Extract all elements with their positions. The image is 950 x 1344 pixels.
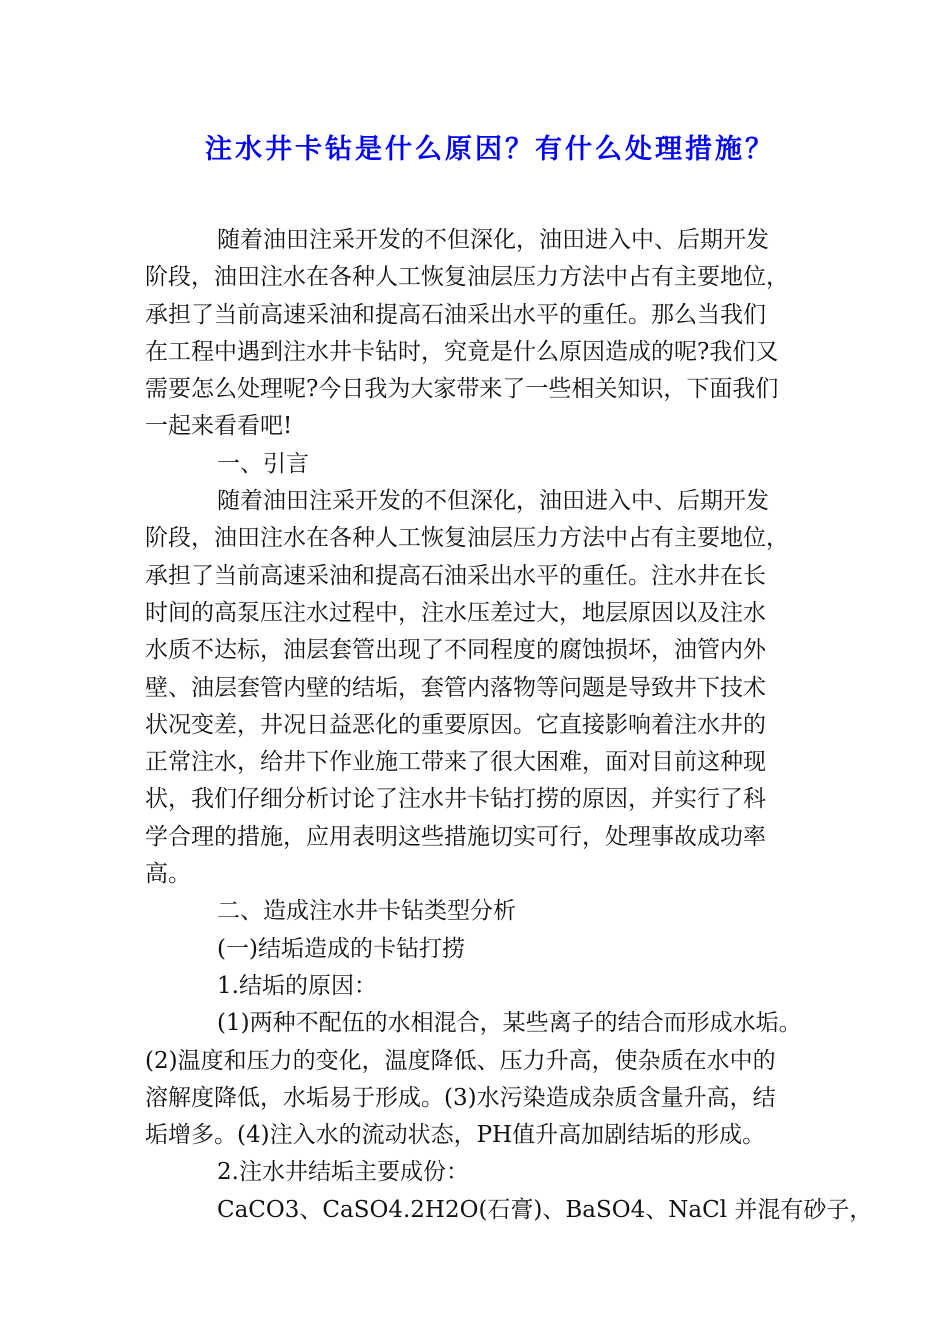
paragraph-line: 承担了当前高速采油和提高石油采出水平的重任。注水井在长: [145, 562, 766, 589]
paragraph-line: 正常注水，给井下作业施工带来了很大困难，面对目前这种现: [145, 749, 766, 776]
paragraph-line: 壁、油层套管内壁的结垢，套管内落物等问题是导致井下技术: [145, 674, 766, 701]
subsection-heading: (一)结垢造成的卡钻打捞: [217, 935, 465, 962]
paragraph-line: CaCO3、CaSO4.2H2O(石膏)、BaSO4、NaCl 并混有砂子，: [217, 1196, 873, 1223]
paragraph-line: 溶解度降低，水垢易于形成。(3)水污染造成杂质含量升高，结: [145, 1084, 776, 1111]
item-heading: 2.注水井结垢主要成份：: [217, 1159, 469, 1186]
section-heading: 一、引言: [217, 450, 309, 477]
item-heading: 1.结垢的原因：: [217, 972, 377, 999]
paragraph-line: 水质不达标，油层套管出现了不同程度的腐蚀损坏，油管内外: [145, 637, 766, 664]
paragraph-line: 高。: [145, 861, 191, 888]
section-heading: 二、造成注水井卡钻类型分析: [217, 898, 516, 925]
paragraph-line: 随着油田注采开发的不但深化，油田进入中、后期开发: [217, 227, 769, 253]
document-body: [145, 222, 873, 1229]
paragraph-line: 学合理的措施，应用表明这些措施切实可行，处理事故成功率: [145, 823, 766, 850]
paragraph-line: 状，我们仔细分析讨论了注水井卡钻打捞的原因，并实行了科: [145, 786, 766, 813]
paragraph-line: 阶段，油田注水在各种人工恢复油层压力方法中占有主要地位，: [145, 525, 789, 552]
paragraph-line: 承担了当前高速采油和提高石油采出水平的重任。那么当我们: [145, 301, 766, 328]
paragraph-line: 在工程中遇到注水井卡钻时，究竟是什么原因造成的呢?我们又: [145, 338, 779, 365]
paragraph-line: 随着油田注采开发的不但深化，油田进入中、后期开发: [217, 488, 769, 515]
paragraph-line: 状况变差，井况日益恶化的重要原因。它直接影响着注水井的: [145, 711, 766, 738]
paragraph-line: 垢增多。(4)注入水的流动状态，PH值升高加剧结垢的形成。: [145, 1122, 766, 1149]
paragraph-line: 一起来看看吧!: [145, 413, 293, 440]
paragraph-line: 需要怎么处理呢?今日我为大家带来了一些相关知识，下面我们: [145, 376, 779, 403]
document-title: 注水井卡钻是什么原因？有什么处理措施？: [205, 134, 775, 165]
paragraph-line: 阶段，油田注水在各种人工恢复油层压力方法中占有主要地位，: [145, 264, 789, 291]
paragraph-line: 时间的高泵压注水过程中，注水压差过大，地层原因以及注水: [145, 599, 766, 626]
paragraph-line: (2)温度和压力的变化，温度降低、压力升高，使杂质在水中的: [145, 1047, 776, 1074]
paragraph-line: (1)两种不配伍的水相混合，某些离子的结合而形成水垢。: [217, 1010, 802, 1037]
